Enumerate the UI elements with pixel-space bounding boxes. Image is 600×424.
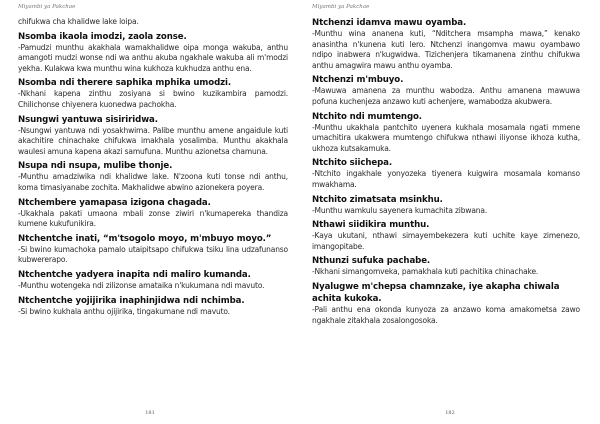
proverb-heading: Nyalugwe m'chepsa chamnzake, iye akapha chiwala achita kukoka. — [312, 281, 560, 304]
proverb-entry — [312, 111, 580, 155]
proverb-heading: Nthunzi sufuka pachabe. — [312, 256, 431, 267]
proverb-entry — [312, 74, 580, 107]
running-head: Miyambi ya Pakchae — [18, 4, 76, 10]
proverb-explanation: -Ukakhala pakati umaona mbali zonse ziwiri n'kumapereka thandiza kumene kukufunikira. — [18, 208, 288, 229]
proverb-heading: Nsomba ndi therere saphika mphika umodzi. — [18, 78, 232, 89]
proverb-explanation: -Nsungwi yantuwa ndi yosakhwima. Palibe munthu amene angaidule kuti akachitire chinachake chifukwa imakhala yosalimba. Munthu akakhala waulesi amuna kapena akazi samufuna. Munthu azionetsa chamuna. — [18, 125, 288, 156]
proverb-entry — [18, 114, 288, 158]
carry-over-text: chifukwa cha khalidwe lake loipa. — [18, 17, 139, 26]
proverb-explanation: -Ntchito ingakhale yonyozeka tiyenera kuigwira mosamala komanso mwakhama. — [312, 169, 580, 189]
proverb-entry — [312, 17, 580, 71]
proverb-entry — [18, 31, 288, 75]
proverb-heading: Ntchembere yamapasa izigona chagada. — [18, 197, 211, 208]
page-number: 182 — [445, 410, 455, 416]
proverb-entry — [312, 157, 580, 190]
proverb-explanation: -Munthu amadziwika ndi khalidwe lake. N'zoona kuti tonse ndi anthu, koma timasiyanabe zochita. Makhalidwe abwino azionekera poyera. — [18, 172, 288, 192]
proverb-explanation: -Munthu wamkulu sayenera kumachita zibwana. — [312, 205, 488, 215]
proverb-heading: Ntchito siichepa. — [312, 158, 393, 169]
proverb-entry — [312, 194, 580, 217]
running-head: Miyambi ya Pakchae — [312, 4, 370, 10]
proverb-entry — [312, 219, 580, 252]
proverb-entry — [312, 281, 580, 326]
proverb-explanation: -Nkhani simangomveka, pamakhala kuti pachitika chinachake. — [312, 267, 539, 277]
proverb-explanation: -Munthu wotengeka ndi zilizonse amataika n'kukumana ndi mavuto. — [18, 280, 265, 290]
proverb-entry — [18, 160, 288, 193]
proverb-entry — [18, 295, 288, 318]
proverb-explanation: -Si bwino kumachoka pamalo utaipitsapo chifukwa tsiku lina udzafunanso kubwererapo. — [18, 244, 288, 265]
proverb-explanation: -Mawuwa amanena za munthu wabodza. Anthu amanena mawuwa pofuna kuchenjeza anzawo kuti achenjere, wamabodza akubwera. — [312, 86, 580, 106]
proverb-heading: Nthawi siidikira munthu. — [312, 220, 430, 231]
proverb-explanation: -Kaya ukutani, nthawi simayembekezera kuti uchite kaye zimenezo, imangopitabe. — [312, 231, 580, 251]
page-number: 181 — [145, 410, 155, 416]
proverb-explanation: -Pamudzi munthu akakhala wamakhalidwe oipa monga wakuba, anthu amangoti mudzi wonse ndi wa anthu akuba ngakhale wakuba ali m'modzi yekha. Kulakwa kwa munthu wina kukhoza kukhudza anthu ena. — [18, 42, 288, 73]
proverb-heading: Nsungwi yantuwa sisiriridwa. — [18, 114, 158, 125]
proverb-entry — [18, 233, 288, 266]
right-page — [300, 0, 600, 424]
proverb-explanation: -Nkhani kapena zinthu zosiyana si bwino kuzikambira pamodzi. Chilichonse chiyenera kuonedwa pachokha. — [18, 89, 288, 109]
proverb-explanation: -Pali anthu ena okonda kunyoza za anzawo koma amakometsa zawo ngakhale zitakhala zosalongosoka. — [312, 304, 580, 325]
proverb-heading: Ntchentche inati, “m'tsogolo moyo, m'mbuyo moyo.” — [18, 233, 272, 244]
proverb-entry — [18, 269, 288, 292]
proverb-heading: Ntchenzi m'mbuyo. — [312, 75, 404, 86]
proverb-heading: Ntchito ndi mumtengo. — [312, 111, 422, 122]
proverb-entry — [312, 255, 580, 278]
proverb-explanation: -Munthu ukakhala pantchito uyenera kukhala mosamala ngati mmene umachitira ukakwera mumtengo chifukwa nthawi iliyonse ikhoza kutha, ukhoza kutsakamuka. — [312, 122, 580, 153]
proverb-explanation: -Si bwino kukhala anthu ojijirika, tingakumane ndi mavuto. — [18, 306, 230, 316]
proverb-heading: Ntchenzi idamva mawu oyamba. — [312, 18, 467, 28]
proverb-heading: Ntchentche yadyera inapita ndi maliro kumanda. — [18, 269, 251, 280]
proverb-heading: Ntchito zimatsata msinkhu. — [312, 194, 443, 205]
proverb-entry — [18, 77, 288, 110]
proverb-explanation: -Munthu wina ananena kuti, “Nditchera msampha mawa,” kenako anasintha n'kunena kuti lero. Ntchenzi inangomva mawu oyambawo ndipo inabwera n'kugwidwa. Tizichenjera tikamanena zinthu chifukwa anthu amagwira mawu anthu oyamba. — [312, 29, 580, 70]
proverb-heading: Nsomba ikaola imodzi, zaola zonse. — [18, 31, 187, 42]
proverb-heading: Ntchentche yojijirika inaphinjidwa ndi nchimba. — [18, 295, 245, 306]
proverb-heading: Nsupa ndi nsupa, mulibe thonje. — [18, 161, 173, 172]
proverb-entry — [18, 197, 288, 230]
